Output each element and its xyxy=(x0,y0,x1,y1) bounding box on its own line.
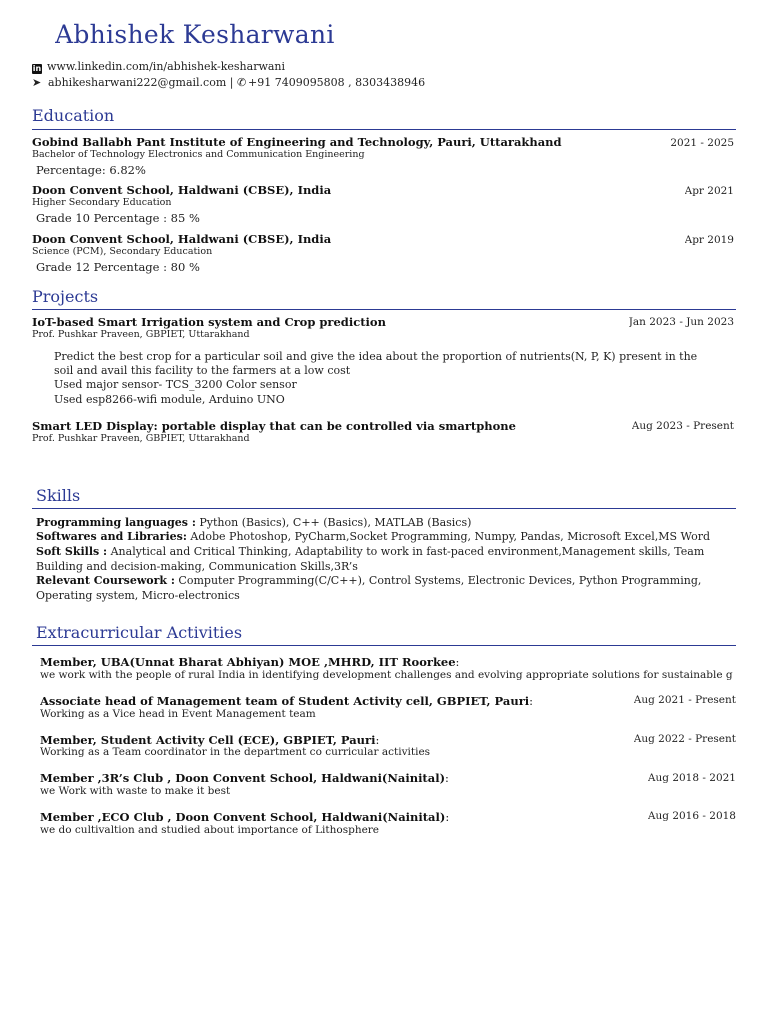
activity-desc-3: Working as a Team coordinator in the department co curricular activities xyxy=(40,746,431,758)
education-score-1: Percentage: 6.82% xyxy=(36,163,146,177)
education-divider xyxy=(32,129,736,130)
activity-role-5: Member ,ECO Club , Doon Convent School, Haldwani(Nainital): xyxy=(40,810,450,824)
activity-role-3: Member, Student Activity Cell (ECE), GBPIET, Pauri: xyxy=(40,733,380,747)
education-heading: Education xyxy=(32,106,115,125)
phone-number[interactable]: +91 7409095808 , 8303438946 xyxy=(247,76,426,89)
paper-plane-icon: ➤ xyxy=(32,76,42,89)
contact-line xyxy=(32,76,425,89)
project-bullet: ● Used esp8266-wifi module, Arduino UNO xyxy=(54,393,285,406)
project-guide-2: Prof. Pushkar Praveen, GBPIET, Uttarakhand xyxy=(32,433,250,444)
extracurricular-heading: Extracurricular Activities xyxy=(36,623,243,642)
project-bullet: ● Predict the best crop for a particular soil and give the idea about the proportion of nutrients(N, P, K) present in the xyxy=(54,350,697,363)
activity-desc-4: we Work with waste to make it best xyxy=(40,785,231,797)
project-date-1: Jan 2023 - Jun 2023 xyxy=(628,316,734,328)
phone-icon: ✆ xyxy=(236,76,247,89)
education-score-3: Grade 12 Percentage : 80 % xyxy=(36,260,200,274)
activity-role-1: Member, UBA(Unnat Bharat Abhiyan) MOE ,MHRD, IIT Roorkee: xyxy=(40,655,460,669)
skills-row-continuation: Building and decision-making, Communication Skills,3R’s xyxy=(36,560,358,573)
activity-date-5: Aug 2016 - 2018 xyxy=(647,810,736,822)
skills-row: Softwares and Libraries: Adobe Photoshop, PyCharm,Socket Programming, Numpy, Pandas, Microsoft Excel,MS Word xyxy=(36,530,710,543)
project-bullet: ● Used major sensor- TCS_3200 Color sensor xyxy=(54,378,297,391)
skills-heading: Skills xyxy=(36,486,81,505)
education-date-1: 2021 - 2025 xyxy=(670,137,734,149)
activity-date-4: Aug 2018 - 2021 xyxy=(647,772,736,784)
linkedin-icon: in xyxy=(32,64,42,73)
activity-role-4: Member ,3R’s Club , Doon Convent School, Haldwani(Nainital): xyxy=(40,771,449,785)
email-link[interactable]: abhikesharwani222@gmail.com xyxy=(48,76,227,89)
skills-row: Relevant Coursework : Computer Programming(C/C++), Control Systems, Electronic Devices, Python Programming, xyxy=(36,574,702,587)
resume-name: Abhishek Kesharwani xyxy=(55,20,335,49)
activity-desc-5: we do cultivaltion and studied about importance of Lithosphere xyxy=(40,824,380,836)
education-degree-3: Science (PCM), Secondary Education xyxy=(32,246,213,257)
skills-divider xyxy=(32,508,736,509)
contact-separator: | xyxy=(226,76,237,89)
skills-row-continuation: Operating system, Micro-electronics xyxy=(36,589,240,602)
activity-desc-2: Working as a Vice head in Event Management team xyxy=(40,708,316,720)
extracurricular-divider xyxy=(32,645,736,646)
linkedin-link[interactable]: www.linkedin.com/in/abhishek-kesharwani xyxy=(47,60,286,73)
education-date-2: Apr 2021 xyxy=(684,185,734,197)
project-name-2: Smart LED Display: portable display that can be controlled via smartphone xyxy=(32,419,516,433)
education-date-3: Apr 2019 xyxy=(684,234,734,246)
project-name-1: IoT-based Smart Irrigation system and Crop prediction xyxy=(32,315,386,329)
activity-desc-1: we work with the people of rural India in identifying development challenges and evolving appropriate solutions for sustainable g xyxy=(40,669,733,681)
activity-date-2: Aug 2021 - Present xyxy=(633,694,736,706)
education-degree-1: Bachelor of Technology Electronics and Communication Engineering xyxy=(32,149,365,160)
projects-heading: Projects xyxy=(32,287,99,306)
projects-divider xyxy=(32,309,736,310)
education-score-2: Grade 10 Percentage : 85 % xyxy=(36,211,200,225)
education-degree-2: Higher Secondary Education xyxy=(32,197,172,208)
project-guide-1: Prof. Pushkar Praveen, GBPIET, Uttarakhand xyxy=(32,329,250,340)
project-bullet-continuation: soil and avail this facility to the farmers at a low cost xyxy=(54,364,351,377)
education-institution-2: Doon Convent School, Haldwani (CBSE), India xyxy=(32,183,332,197)
skills-row: Soft Skills : Analytical and Critical Thinking, Adaptability to work in fast-paced environment,Management skills, Team xyxy=(36,545,705,558)
project-date-2: Aug 2023 - Present xyxy=(631,420,734,432)
education-institution-1: Gobind Ballabh Pant Institute of Engineering and Technology, Pauri, Uttarakhand xyxy=(32,135,562,149)
skills-row: Programming languages : Python (Basics), C++ (Basics), MATLAB (Basics) xyxy=(36,516,472,529)
activity-role-2: Associate head of Management team of Student Activity cell, GBPIET, Pauri: xyxy=(40,694,533,708)
linkedin-line xyxy=(32,60,285,74)
education-institution-3: Doon Convent School, Haldwani (CBSE), India xyxy=(32,232,332,246)
activity-date-3: Aug 2022 - Present xyxy=(633,733,736,745)
